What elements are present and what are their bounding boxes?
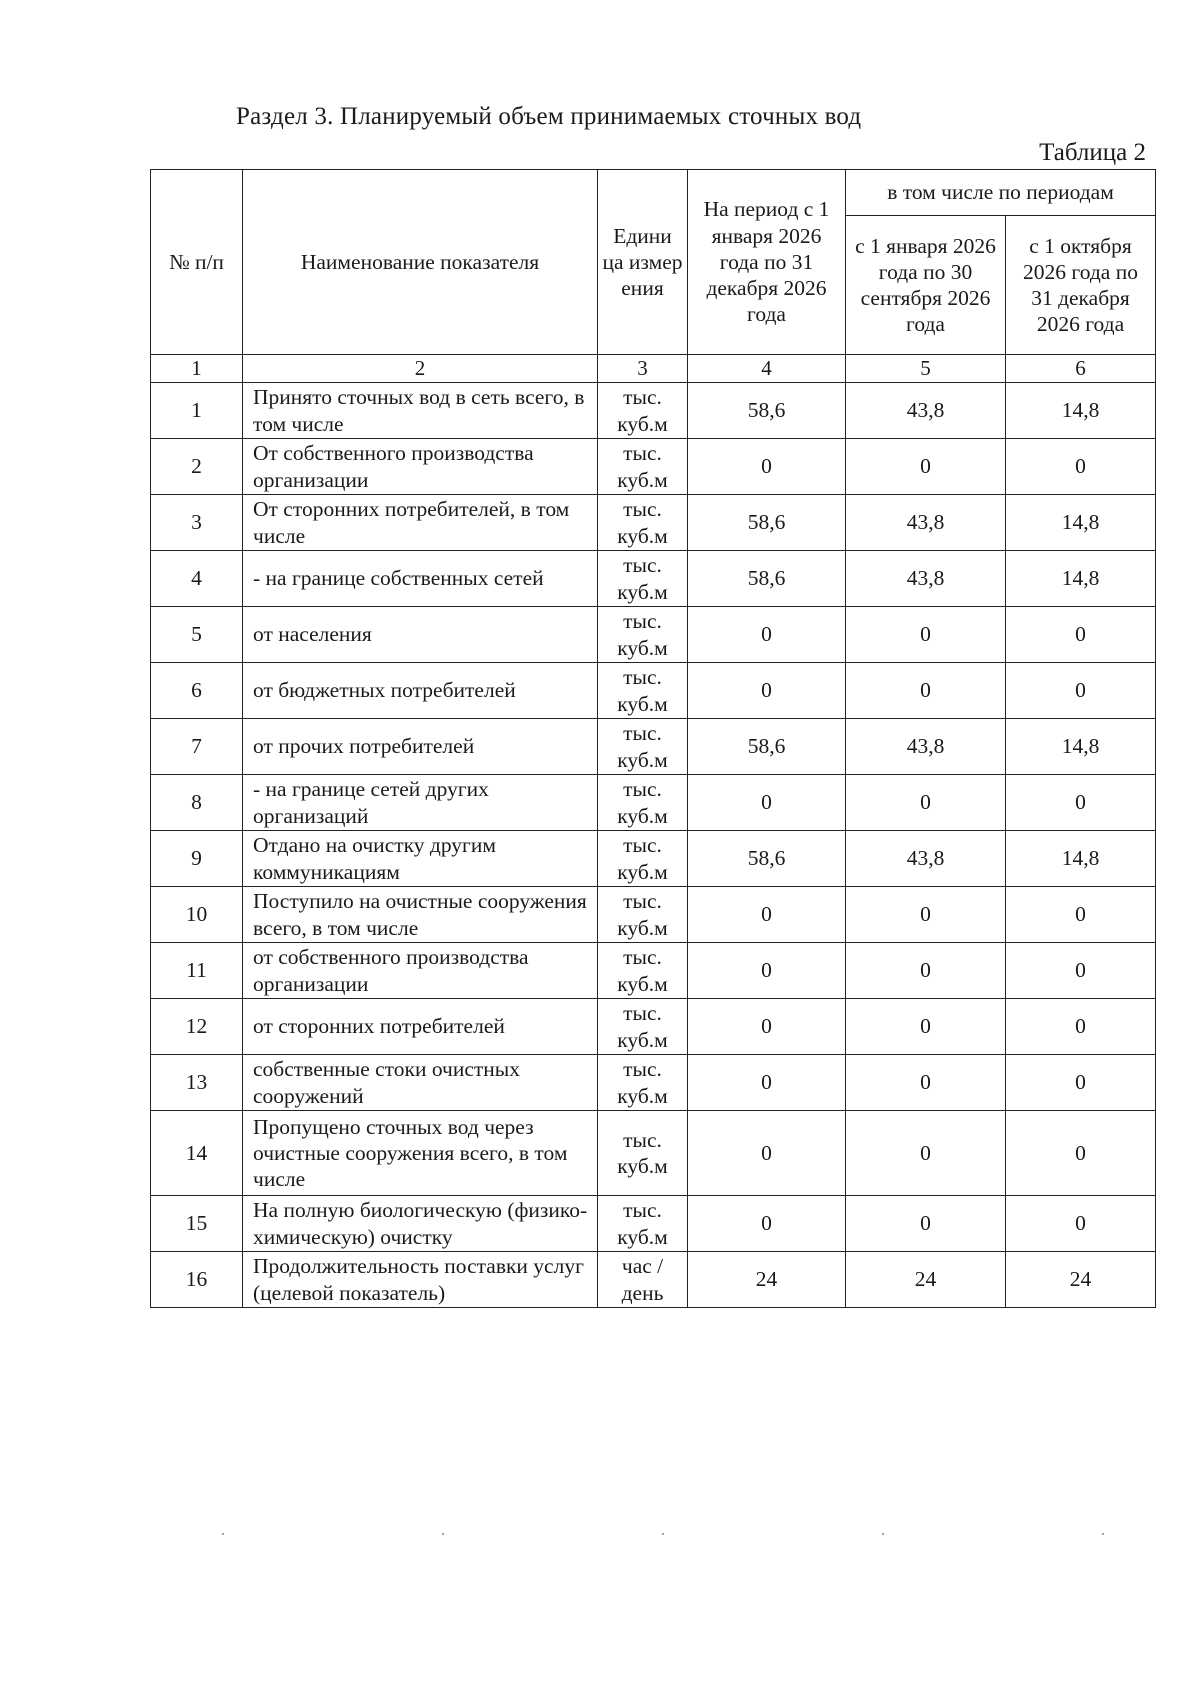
unit: тыс. куб.м — [598, 495, 688, 551]
row-number: 2 — [151, 439, 243, 495]
header-row — [151, 170, 1156, 216]
indicator-name: собственные стоки очистных сооружений — [243, 1055, 598, 1111]
total-value: 0 — [688, 943, 846, 999]
period2-value: 0 — [1006, 775, 1156, 831]
unit: тыс. куб.м — [598, 663, 688, 719]
indicator-name: - на границе сетей других организаций — [243, 775, 598, 831]
col-number: 1 — [151, 355, 243, 383]
unit: тыс. куб.м — [598, 551, 688, 607]
scan-speck — [222, 1533, 224, 1535]
period2-value: 0 — [1006, 1196, 1156, 1252]
period1-value: 0 — [846, 607, 1006, 663]
table-row — [151, 663, 1156, 719]
unit: тыс. куб.м — [598, 831, 688, 887]
total-value: 58,6 — [688, 831, 846, 887]
table-row — [151, 439, 1156, 495]
period2-value: 14,8 — [1006, 383, 1156, 439]
period2-value: 0 — [1006, 887, 1156, 943]
row-number: 5 — [151, 607, 243, 663]
total-value: 58,6 — [688, 383, 846, 439]
header-group: в том числе по периодам — [846, 170, 1156, 216]
period1-value: 0 — [846, 1111, 1006, 1196]
total-value: 0 — [688, 999, 846, 1055]
section-title: Раздел 3. Планируемый объем принимаемых сточных вод — [236, 103, 862, 130]
table-row — [151, 887, 1156, 943]
period2-value: 14,8 — [1006, 719, 1156, 775]
row-number: 14 — [151, 1111, 243, 1196]
period1-value: 0 — [846, 999, 1006, 1055]
unit: тыс. куб.м — [598, 439, 688, 495]
row-number: 1 — [151, 383, 243, 439]
table-row — [151, 1111, 1156, 1196]
row-number: 3 — [151, 495, 243, 551]
table-row — [151, 1196, 1156, 1252]
indicator-name: от населения — [243, 607, 598, 663]
indicator-name: от бюджетных потребителей — [243, 663, 598, 719]
total-value: 0 — [688, 887, 846, 943]
table-row — [151, 1252, 1156, 1308]
header-unit: Едини ца измер ения — [598, 170, 688, 355]
row-number: 12 — [151, 999, 243, 1055]
period2-value: 0 — [1006, 607, 1156, 663]
col-number: 4 — [688, 355, 846, 383]
header-num: № п/п — [151, 170, 243, 355]
table-row — [151, 495, 1156, 551]
period1-value: 43,8 — [846, 719, 1006, 775]
total-value: 0 — [688, 1196, 846, 1252]
row-number: 16 — [151, 1252, 243, 1308]
period2-value: 14,8 — [1006, 551, 1156, 607]
indicator-name: На полную биологическую (физико-химическую) очистку — [243, 1196, 598, 1252]
indicator-name: Продолжительность поставки услуг (целевой показатель) — [243, 1252, 598, 1308]
col-number: 5 — [846, 355, 1006, 383]
indicator-name: От собственного производства организации — [243, 439, 598, 495]
unit: тыс. куб.м — [598, 383, 688, 439]
header-total-period: На период с 1 января 2026 года по 31 декабря 2026 года — [688, 170, 846, 355]
scan-speck — [442, 1533, 444, 1535]
unit: тыс. куб.м — [598, 943, 688, 999]
period2-value: 14,8 — [1006, 831, 1156, 887]
period2-value: 0 — [1006, 1111, 1156, 1196]
period2-value: 14,8 — [1006, 495, 1156, 551]
row-number: 8 — [151, 775, 243, 831]
table-row — [151, 607, 1156, 663]
indicator-name: Отдано на очистку другим коммуникациям — [243, 831, 598, 887]
period2-value: 0 — [1006, 663, 1156, 719]
indicator-name: Принято сточных вод в сеть всего, в том числе — [243, 383, 598, 439]
unit: тыс. куб.м — [598, 1196, 688, 1252]
period1-value: 43,8 — [846, 831, 1006, 887]
indicator-name: от прочих потребителей — [243, 719, 598, 775]
total-value: 0 — [688, 663, 846, 719]
table-body — [151, 170, 1156, 1308]
unit: тыс. куб.м — [598, 999, 688, 1055]
period1-value: 43,8 — [846, 495, 1006, 551]
total-value: 0 — [688, 607, 846, 663]
header-period1: с 1 января 2026 года по 30 сентября 2026 года — [846, 216, 1006, 355]
period2-value: 24 — [1006, 1252, 1156, 1308]
indicator-name: Пропущено сточных вод через очистные сооружения всего, в том числе — [243, 1111, 598, 1196]
wastewater-volume-table — [150, 169, 1156, 1308]
total-value: 58,6 — [688, 551, 846, 607]
scan-speck — [882, 1533, 884, 1535]
table-row — [151, 1055, 1156, 1111]
total-value: 0 — [688, 1111, 846, 1196]
col-number: 2 — [243, 355, 598, 383]
period1-value: 0 — [846, 775, 1006, 831]
unit: тыс. куб.м — [598, 887, 688, 943]
indicator-name: От сторонних потребителей, в том числе — [243, 495, 598, 551]
table-row — [151, 943, 1156, 999]
period1-value: 0 — [846, 1196, 1006, 1252]
row-number: 4 — [151, 551, 243, 607]
period1-value: 0 — [846, 663, 1006, 719]
period2-value: 0 — [1006, 1055, 1156, 1111]
unit: тыс. куб.м — [598, 719, 688, 775]
period1-value: 43,8 — [846, 551, 1006, 607]
table-row — [151, 719, 1156, 775]
total-value: 0 — [688, 1055, 846, 1111]
total-value: 0 — [688, 439, 846, 495]
total-value: 0 — [688, 775, 846, 831]
row-number: 13 — [151, 1055, 243, 1111]
scan-speck — [662, 1533, 664, 1535]
indicator-name: Поступило на очистные сооружения всего, в том числе — [243, 887, 598, 943]
table-row — [151, 831, 1156, 887]
scan-speck — [1102, 1533, 1104, 1535]
unit: тыс. куб.м — [598, 607, 688, 663]
indicator-name: от собственного производства организации — [243, 943, 598, 999]
period1-value: 0 — [846, 943, 1006, 999]
period1-value: 0 — [846, 439, 1006, 495]
total-value: 24 — [688, 1252, 846, 1308]
period1-value: 0 — [846, 1055, 1006, 1111]
table-row — [151, 999, 1156, 1055]
period2-value: 0 — [1006, 999, 1156, 1055]
col-number: 3 — [598, 355, 688, 383]
row-number: 6 — [151, 663, 243, 719]
table-label: Таблица 2 — [1039, 139, 1146, 166]
col-number: 6 — [1006, 355, 1156, 383]
unit: тыс. куб.м — [598, 1111, 688, 1196]
period1-value: 43,8 — [846, 383, 1006, 439]
unit: тыс. куб.м — [598, 1055, 688, 1111]
period2-value: 0 — [1006, 943, 1156, 999]
unit: час /день — [598, 1252, 688, 1308]
indicator-name: - на границе собственных сетей — [243, 551, 598, 607]
header-name: Наименование показателя — [243, 170, 598, 355]
period1-value: 24 — [846, 1252, 1006, 1308]
row-number: 11 — [151, 943, 243, 999]
total-value: 58,6 — [688, 495, 846, 551]
row-number: 9 — [151, 831, 243, 887]
column-numbers-row — [151, 355, 1156, 383]
indicator-name: от сторонних потребителей — [243, 999, 598, 1055]
period1-value: 0 — [846, 887, 1006, 943]
row-number: 15 — [151, 1196, 243, 1252]
row-number: 7 — [151, 719, 243, 775]
unit: тыс. куб.м — [598, 775, 688, 831]
table-row — [151, 383, 1156, 439]
table-row — [151, 775, 1156, 831]
table-row — [151, 551, 1156, 607]
total-value: 58,6 — [688, 719, 846, 775]
header-period2: с 1 октября 2026 года по 31 декабря 2026 года — [1006, 216, 1156, 355]
row-number: 10 — [151, 887, 243, 943]
period2-value: 0 — [1006, 439, 1156, 495]
